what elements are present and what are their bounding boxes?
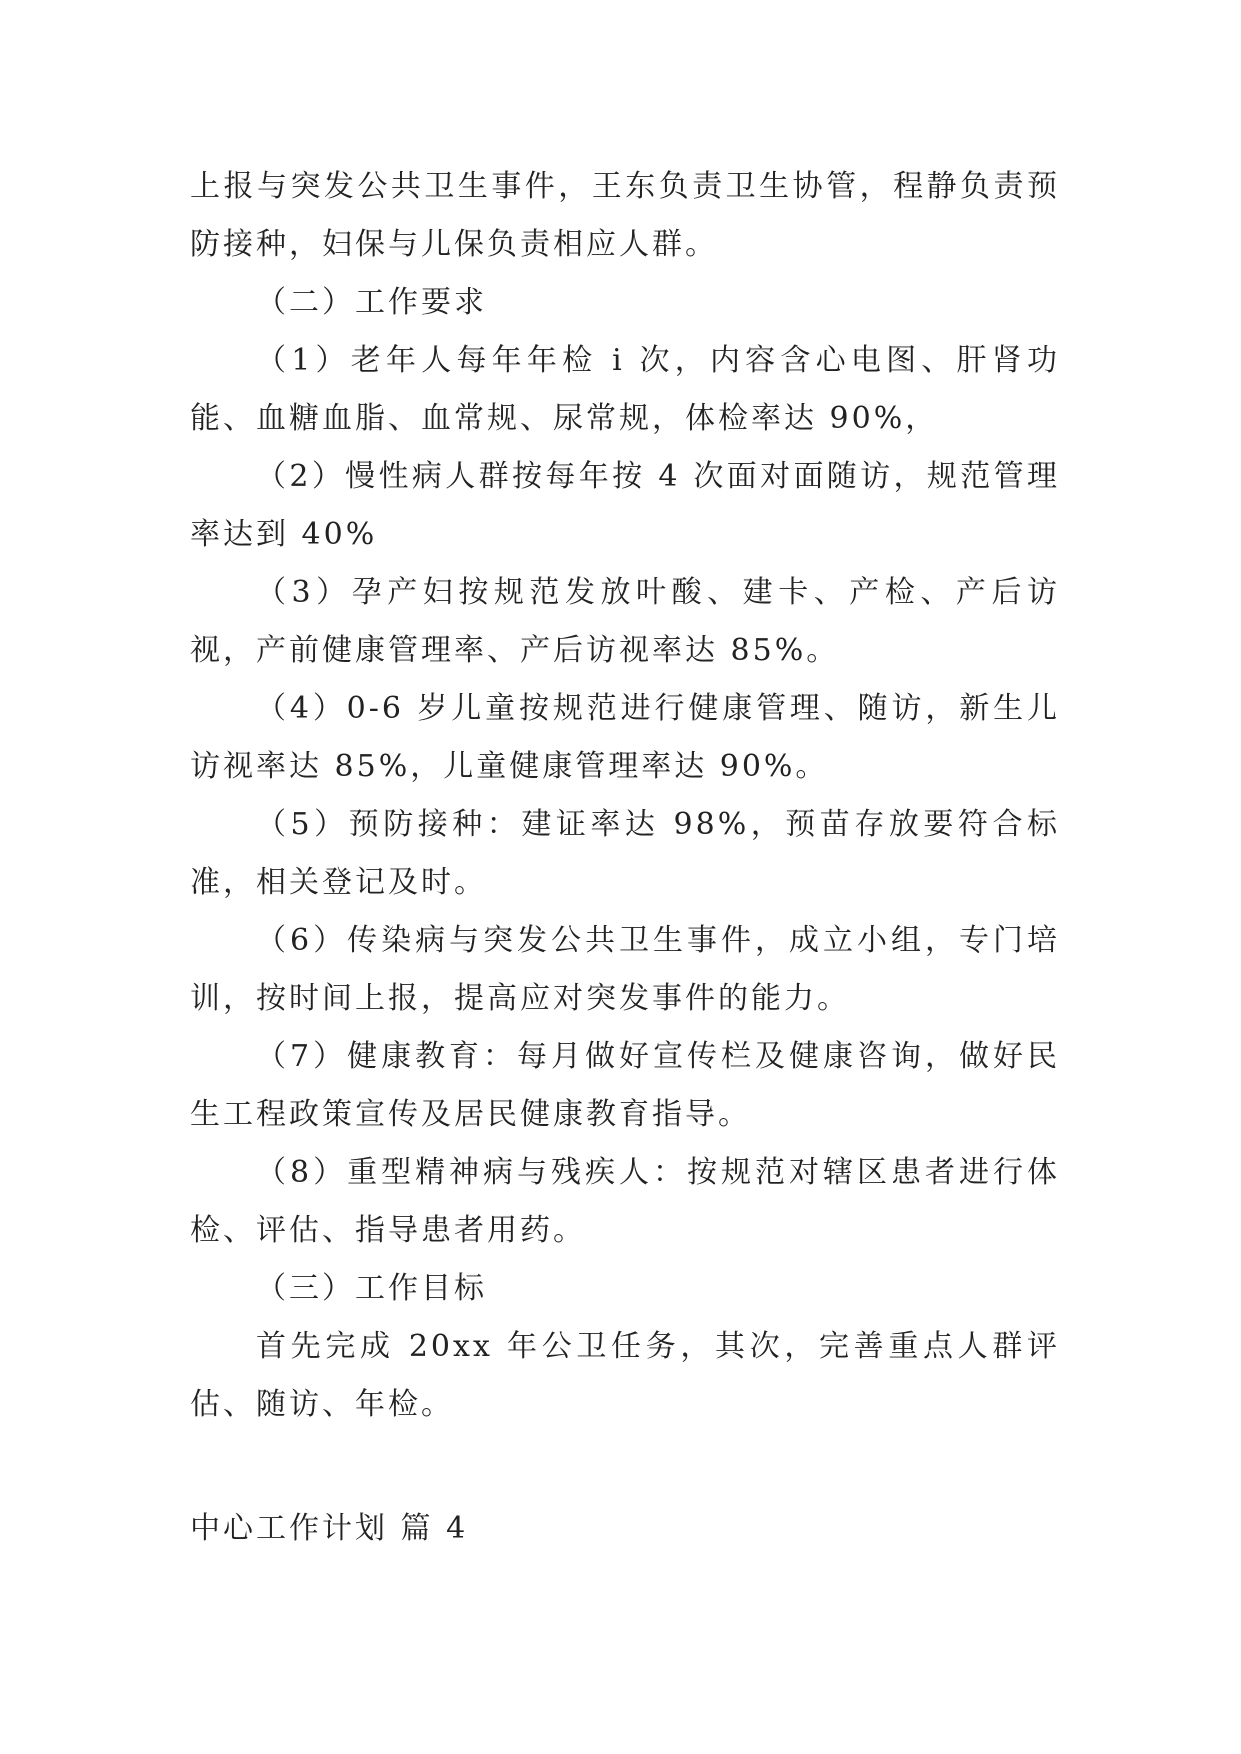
paragraph-requirement-2: （2）慢性病人群按每年按 4 次面对面随访，规范管理率达到 40%	[190, 459, 1060, 552]
heading-work-goals: （三）工作目标	[256, 1271, 487, 1306]
heading-work-requirements: （二）工作要求	[256, 285, 487, 320]
paragraph-requirement-1: （1）老年人每年年检 i 次，内容含心电图、肝肾功能、血糖血脂、血常规、尿常规，体检率达 90%，	[190, 343, 1060, 436]
paragraph-requirement-6: （6）传染病与突发公共卫生事件，成立小组，专门培训，按时间上报，提高应对突发事件的能力。	[190, 923, 1060, 1016]
document-body	[190, 158, 1060, 1434]
paragraph-requirement-4: （4）0-6 岁儿童按规范进行健康管理、随访，新生儿访视率达 85%，儿童健康管理率达 90%。	[190, 691, 1060, 784]
paragraph-requirement-3: （3）孕产妇按规范发放叶酸、建卡、产检、产后访视，产前健康管理率、产后访视率达 85%。	[190, 575, 1060, 668]
section-title: 中心工作计划 篇 4	[190, 1511, 469, 1546]
paragraph-1: 上报与突发公共卫生事件，王东负责卫生协管，程静负责预防接种，妇保与儿保负责相应人群。	[190, 169, 1060, 262]
paragraph-requirement-5: （5）预防接种：建证率达 98%，预苗存放要符合标准，相关登记及时。	[190, 807, 1060, 900]
paragraph-requirement-7: （7）健康教育：每月做好宣传栏及健康咨询，做好民生工程政策宣传及居民健康教育指导。	[190, 1039, 1060, 1132]
paragraph-requirement-8: （8）重型精神病与残疾人：按规范对辖区患者进行体检、评估、指导患者用药。	[190, 1155, 1060, 1248]
paragraph-goals: 首先完成 20xx 年公卫任务，其次，完善重点人群评估、随访、年检。	[190, 1329, 1060, 1422]
